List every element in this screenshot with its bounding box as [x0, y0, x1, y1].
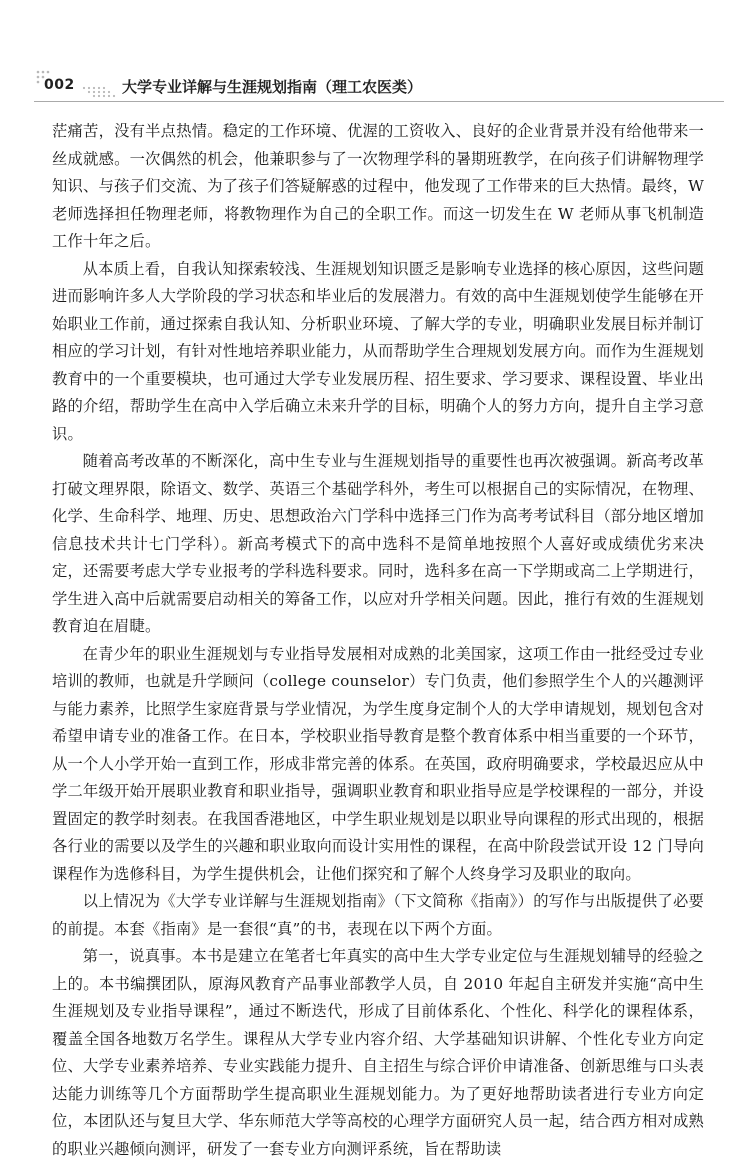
running-title: 大学专业详解与生涯规划指南（理工农医类） [122, 78, 423, 96]
paragraph: 第一，说真事。本书是建立在笔者七年真实的高中生大学专业定位与生涯规划辅导的经验之上的。本书编撰团队，原海风教育产品事业部教学人员，自 2010 年起自主研发并实施“高中生生涯规划及专业指导课程”，通过不断迭代，形成了目前体系化、个性化、科学化的课程体系，覆盖全国各地数万名学生。课程从大学专业内容介绍、大学基础知识讲解、个性化专业方向定位、大学专业素养培养、专业实践能力提升、自主招生与综合评价申请准备、创新思维与口头表达能力训练等几个方面帮助学生提高职业生涯规划能力。为了更好地帮助读者进行专业方向定位，本团队还与复旦大学、华东师范大学等高校的心理学方面研究人员一起，结合西方相对成熟的职业兴趣倾向测评，研发了一套专业方向测评系统，旨在帮助读 [52, 947, 704, 1158]
header-divider [34, 101, 724, 102]
body-text [52, 118, 704, 1163]
paragraph: 随着高考改革的不断深化，高中生专业与生涯规划指导的重要性也再次被强调。新高考改革打破文理界限，除语文、数学、英语三个基础学科外，考生可以根据自己的实际情况，在物理、化学、生命科学、地理、历史、思想政治六门学科中选择三门作为高考考试科目（部分地区增加信息技术共计七门学科）。新高考模式下的高中选科不是简单地按照个人喜好或成绩优劣来决定，还需要考虑大学专业报考的学科选科要求。同时，选科多在高一下学期或高二上学期进行，学生进入高中后就需要启动相关的筹备工作，以应对升学相关问题。因此，推行有效的生涯规划教育迫在眉睫。 [52, 452, 704, 635]
paragraph: 在青少年的职业生涯规划与专业指导发展相对成熟的北美国家，这项工作由一批经受过专业培训的教师，也就是升学顾问（college counselor）专门负责，他们参照学生个人的兴趣测评与能力素养，比照学生家庭背景与学业情况，为学生度身定制个人的大学申请规划，规划包含对希望申请专业的准备工作。在日本，学校职业指导教育是整个教育体系中相当重要的一个环节，从一个人小学开始一直到工作，形成非常完善的体系。在英国，政府明确要求，学校最迟应从中学二年级开始开展职业教育和职业指导，强调职业教育和职业指导应是学校课程的一部分，并设置固定的教学时刻表。在我国香港地区，中学生职业规划是以职业导向课程的形式出现的，根据各行业的需要以及学生的兴趣和职业取向而设计实用性的课程，在高中阶段尝试开设 12 门导向课程作为选修科目，为学生提供机会，让他们探究和了解个人终身学习及职业的取向。 [52, 644, 704, 883]
paragraph: 茫痛苦，没有半点热情。稳定的工作环境、优渥的工资收入、良好的企业背景并没有给他带来一丝成就感。一次偶然的机会，他兼职参与了一次物理学科的暑期班教学，在向孩子们讲解物理学知识、与孩子们交流、为了孩子们答疑解惑的过程中，他发现了工作带来的巨大热情。最终，W 老师选择担任物理老师，将教物理作为自己的全职工作。而这一切发生在 W 老师从事飞机制造工作十年之后。 [52, 122, 704, 250]
running-header [34, 66, 724, 106]
page-number: 002 [44, 77, 75, 93]
paragraph: 从本质上看，自我认知探索较浅、生涯规划知识匮乏是影响专业选择的核心原因，这些问题进而影响许多人大学阶段的学习状态和毕业后的发展潜力。有效的高中生涯规划使学生能够在开始职业工作前，通过探索自我认知、分析职业环境、了解大学的专业，明确职业发展目标并制订相应的学习计划，有针对性地培养职业能力，从而帮助学生合理规划发展方向。而作为生涯规划教育中的一个重要模块，也可通过大学专业发展历程、招生要求、学习要求、课程设置、毕业出路的介绍，帮助学生在高中入学后确立未来升学的目标，明确个人的努力方向，提升自主学习意识。 [52, 259, 704, 443]
paragraph: 以上情况为《大学专业详解与生涯规划指南》（下文简称《指南》）的写作与出版提供了必要的前提。本套《指南》是一套很“真”的书，表现在以下两个方面。 [52, 892, 704, 938]
